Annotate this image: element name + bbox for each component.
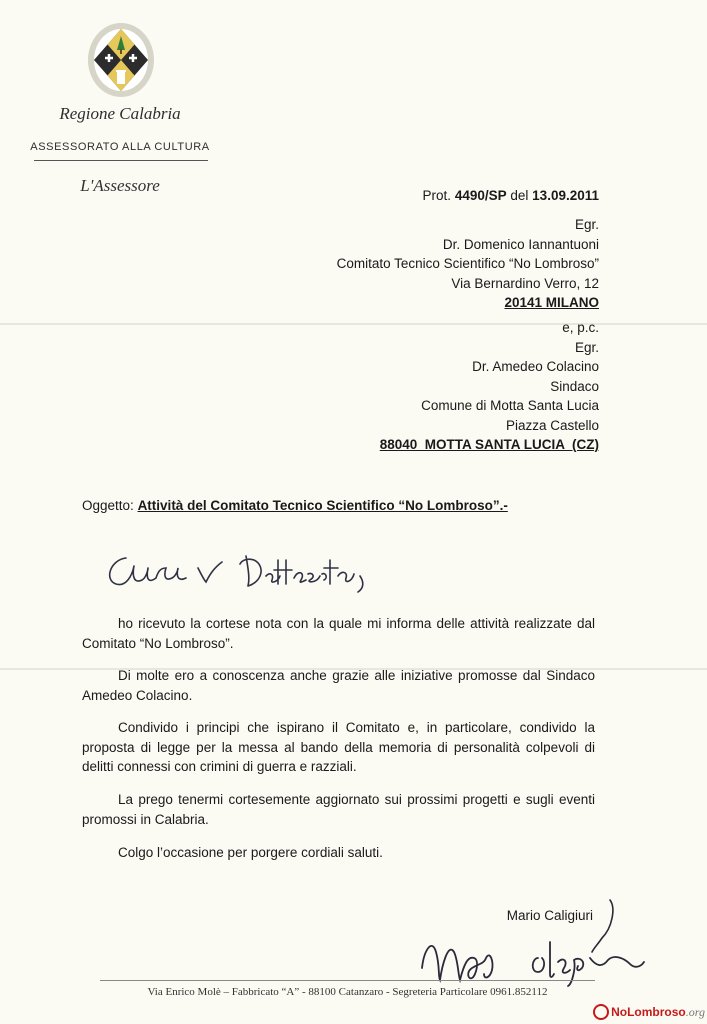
body-paragraph-1: ho ricevuto la cortese nota con la quale mi informa delle attività realizzate dal Comitato “No Lombroso”. xyxy=(82,616,595,651)
recipient-address xyxy=(337,215,599,313)
protocol-line xyxy=(423,186,599,206)
footer-address: Via Enrico Molè – Fabbricato “A” - 88100 Catanzaro - Segreteria Particolare 0961.852112 xyxy=(147,986,548,998)
cc-name: Dr. Amedeo Colacino xyxy=(472,359,599,374)
office-title: L'Assessore xyxy=(80,176,160,195)
org-name: Regione Calabria xyxy=(59,104,181,123)
recipient-street: Via Bernardino Verro, 12 xyxy=(451,275,599,291)
subject-line xyxy=(82,498,508,513)
body-paragraph-3: Condivido i principi che ispirano il Comitato e, in particolare, condivido la proposta di legge per la messa al bando della memoria di personalità colpevoli di delitti connessi con crimini di guerra e razziali. xyxy=(82,720,595,774)
subject-text: Attività del Comitato Tecnico Scientifico “No Lombroso”.- xyxy=(137,498,508,513)
cc-organization: Comune di Motta Santa Lucia xyxy=(421,398,599,413)
cc-role: Sindaco xyxy=(550,378,599,394)
protocol-label: Prot. xyxy=(422,188,452,203)
cc-salutation: Egr. xyxy=(574,339,599,355)
site-watermark xyxy=(593,1005,705,1021)
body-paragraph-4: La prego tenermi cortesemente aggiornato sui prossimi progetti e sugli eventi promossi in Calabria. xyxy=(82,792,595,827)
paper-fold xyxy=(0,323,707,325)
recipient-city: 20141 MILANO xyxy=(504,295,599,310)
department-name: ASSESSORATO ALLA CULTURA xyxy=(30,141,210,153)
footer-divider xyxy=(100,980,595,981)
watermark-tld: .org xyxy=(685,1005,705,1020)
protocol-number: 4490/SP xyxy=(454,188,507,203)
handwritten-greeting xyxy=(102,546,372,596)
handwritten-signature xyxy=(418,928,658,988)
subject-label: Oggetto: xyxy=(82,498,134,513)
signer-name: Mario Caligiuri xyxy=(506,908,593,923)
cc-city: 88040 MOTTA SANTA LUCIA (CZ) xyxy=(379,437,599,452)
protocol-date: 13.09.2011 xyxy=(532,188,599,203)
recipient-organization: Comitato Tecnico Scientifico “No Lombroso” xyxy=(336,256,599,271)
recipient-name: Dr. Domenico Iannantuoni xyxy=(442,236,599,252)
cc-address xyxy=(380,318,599,455)
coat-of-arms-icon xyxy=(87,22,155,98)
protocol-date-label: del xyxy=(510,188,529,203)
cc-street: Piazza Castello xyxy=(505,417,599,433)
body-paragraph-5: Colgo l’occasione per porgere cordiali saluti. xyxy=(118,845,383,860)
watermark-name: NoLombroso xyxy=(611,1005,686,1020)
recipient-salutation: Egr. xyxy=(574,217,599,232)
body-paragraph-2: Di molte ero a conoscenza anche grazie alle iniziative promosse dal Sindaco Amedeo Colacino. xyxy=(82,668,595,703)
prohibition-icon xyxy=(593,1004,609,1020)
letterhead-divider xyxy=(34,160,208,161)
cc-label: e, p.c. xyxy=(562,320,599,335)
